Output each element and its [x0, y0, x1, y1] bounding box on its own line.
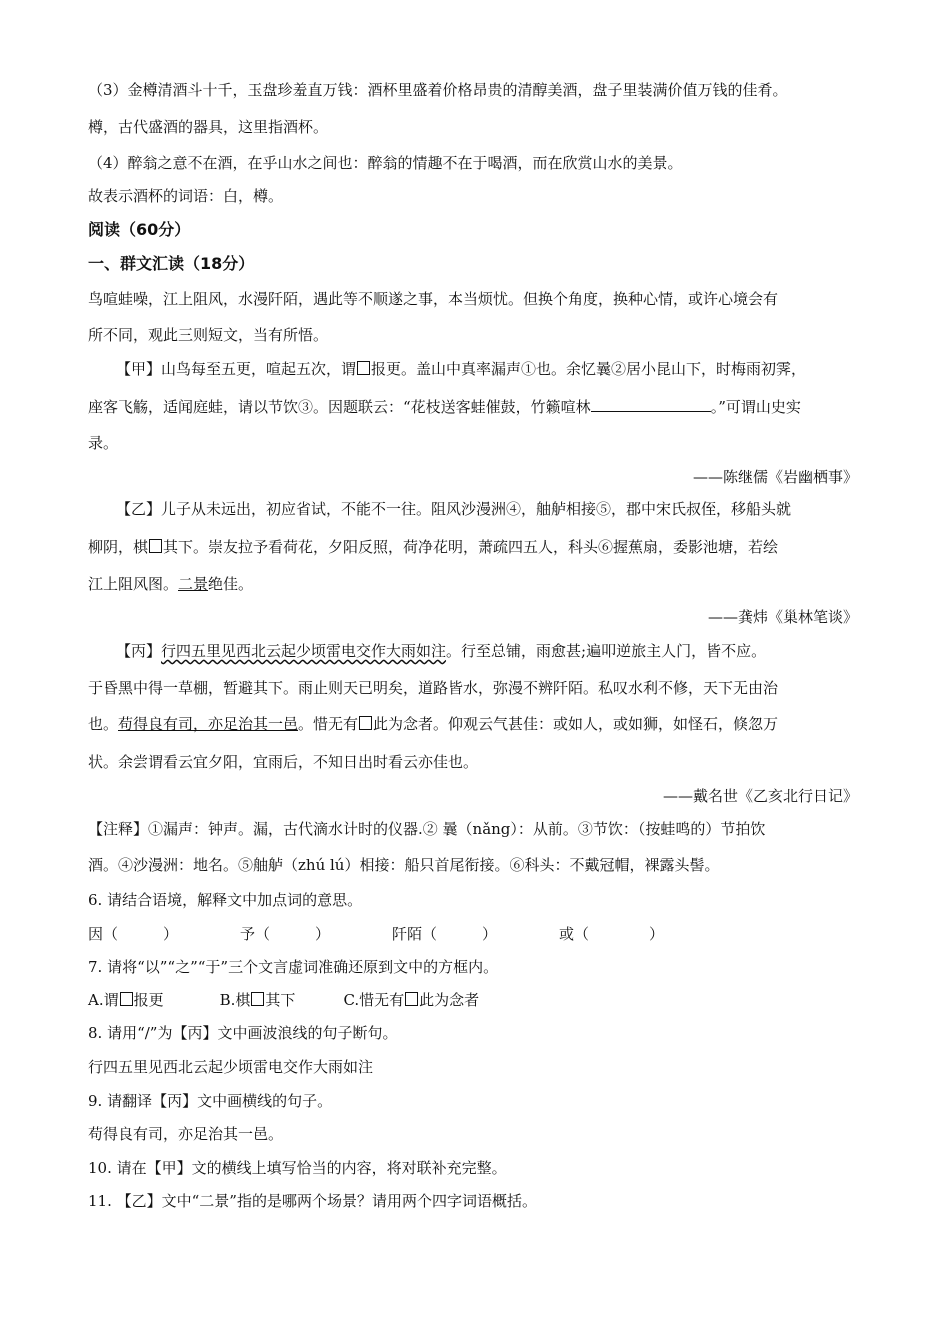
yi-source: ——龚炜《巢林笔谈》 [707, 608, 858, 626]
jia-line-2: 座客飞觞，适闻庭蛙，请以节饮③。因题联云：“花枝送客蛙催鼓，竹籁喧林 。”可谓山史实 [88, 398, 801, 416]
question-6-options: 因（ ） 予（ ） 阡陌（ ） 或（ ） [88, 925, 665, 943]
answer-line-3: （3）金樽清酒斗十千，玉盘珍羞直万钱：酒杯里盛着价格昂贵的清醇美酒，盘子里装满价值万钱的佳肴。 [88, 81, 788, 99]
intro-line-1: 鸟喧蛙噪，江上阻风，水漫阡陌，遇此等不顺遂之事，本当烦忧。但换个角度，换种心情，或许心境会有 [88, 290, 779, 308]
bing-line-4: 状。余尝谓看云宜夕阳，宜雨后，不知日出时看云亦佳也。 [88, 753, 479, 771]
notes-line-1: 【注释】①漏声：钟声。漏，古代滴水计时的仪器.② 曩（nǎng）：从前。③节饮：（按蛙鸣的）节拍饮 [88, 820, 766, 838]
question-8-sentence: 行四五里见西北云起少顷雷电交作大雨如注 [88, 1058, 374, 1076]
question-11: 11. 【乙】文中“二景”指的是哪两个场景？请用两个四字词语概括。 [88, 1192, 537, 1210]
blank-box [405, 992, 418, 1006]
bing-line-2: 于昏黑中得一草棚，暂避其下。雨止则天已明矣，道路皆水，弥漫不辨阡陌。私叹水利不修，天下无由治 [88, 679, 779, 697]
reading-title: 阅读（60分） [88, 220, 191, 239]
answer-line-4: （4）醉翁之意不在酒，在乎山水之间也：醉翁的情趣不在于喝酒，而在欣赏山水的美景。 [88, 154, 683, 172]
jia-line-1: 【甲】山鸟每至五更，喧起五次，谓 报更。盖山中真率漏声①也。余忆曩②居小昆山下，时梅雨初霁， [116, 360, 807, 378]
notes-line-2: 酒。④沙漫洲：地名。⑤舳舻（zhú lú）相接：船只首尾衔接。⑥科头：不戴冠帽，裸露头髻。 [88, 856, 720, 874]
yi-line-1: 【乙】儿子从未远出，初应省试，不能不一往。阻风沙漫洲④，舳舻相接⑤，郡中宋氏叔侄，移船头就 [116, 500, 792, 518]
blank-box [149, 539, 162, 553]
question-8: 8. 请用“/”为【丙】文中画波浪线的句子断句。 [88, 1024, 398, 1042]
question-10: 10. 请在【甲】文的横线上填写恰当的内容，将对联补充完整。 [88, 1159, 507, 1177]
question-7: 7. 请将“以”“之”“于”三个文言虚词准确还原到文中的方框内。 [88, 958, 499, 976]
blank-box [359, 716, 372, 730]
question-9: 9. 请翻译【丙】文中画横线的句子。 [88, 1092, 333, 1110]
answer-summary: 故表示酒杯的词语：白，樽。 [88, 187, 284, 205]
bing-line-3: 也。苟得良有司，亦足治其一邑。惜无有 此为念者。仰观云气甚佳：或如人，或如狮，如怪石，倏忽万 [88, 715, 779, 733]
bing-line-1: 【丙】行四五里见西北云起少顷雷电交作大雨如注。行至总铺，雨愈甚;遍叩逆旅主人门，皆不应。 [116, 642, 767, 660]
blank-box [120, 992, 133, 1006]
blank-box [357, 361, 370, 375]
section-title: 一、群文汇读（18分） [88, 254, 255, 273]
question-9-sentence: 苟得良有司，亦足治其一邑。 [88, 1125, 284, 1143]
intro-line-2: 所不同，观此三则短文，当有所悟。 [88, 326, 329, 344]
question-6: 6. 请结合语境，解释文中加点词的意思。 [88, 891, 363, 909]
bing-source: ——戴名世《乙亥北行日记》 [662, 787, 858, 805]
question-7-options: A.谓 报更 B.棋 其下 C.惜无有 此为念者 [88, 991, 480, 1009]
couplet-blank [591, 397, 711, 412]
jia-source: ——陈继儒《岩幽栖事》 [692, 468, 858, 486]
yi-line-2: 柳阴，棋 其下。崇友拉予看荷花，夕阳反照，荷净花明，萧疏四五人，科头⑥握蕉扇，委影池塘，若绘 [88, 538, 779, 556]
yi-line-3: 江上阻风图。二景绝佳。 [88, 575, 254, 593]
blank-box [251, 992, 264, 1006]
jia-line-3: 录。 [88, 434, 119, 452]
answer-line-3b: 樽，古代盛酒的器具，这里指酒杯。 [88, 118, 329, 136]
